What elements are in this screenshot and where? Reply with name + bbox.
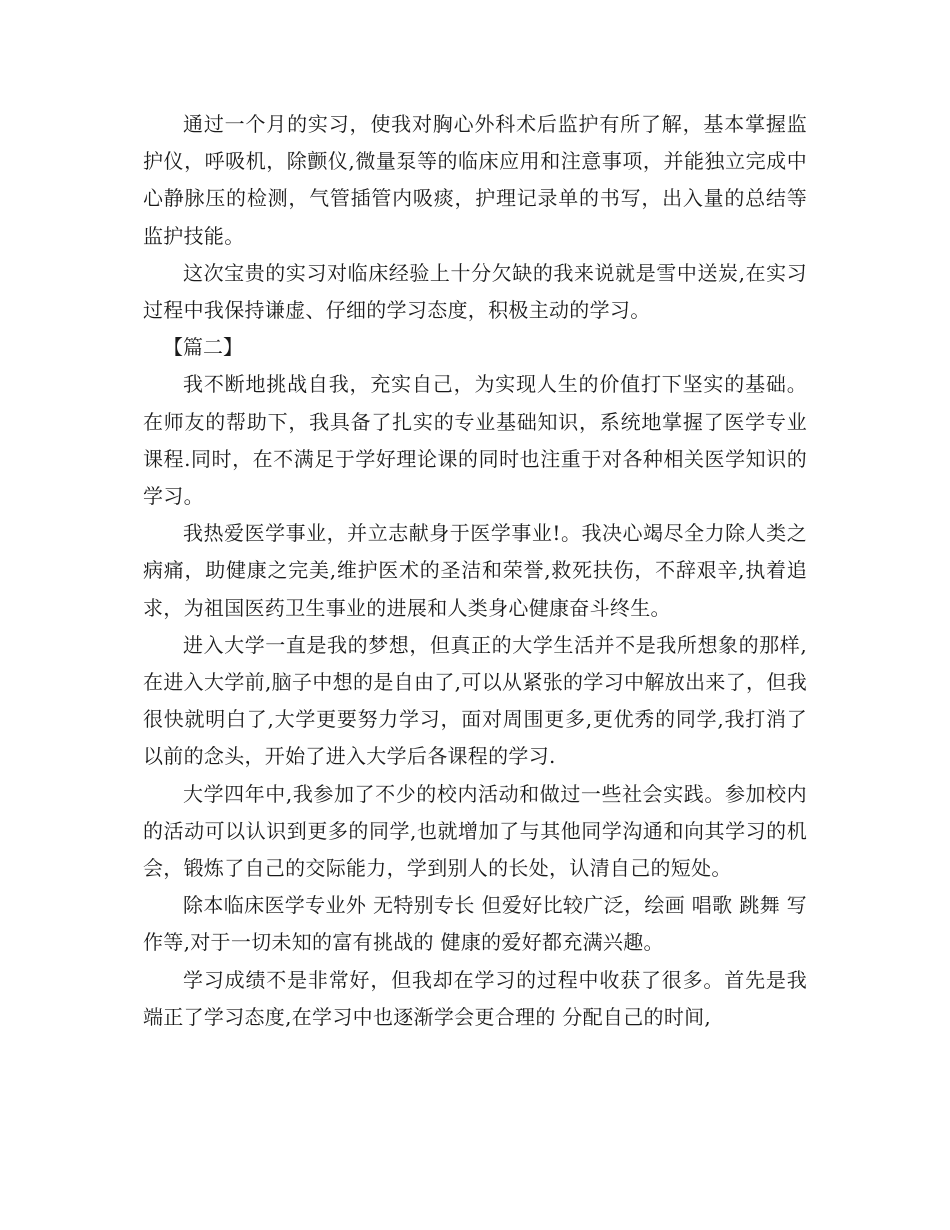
paragraph-medical-career: 我热爱医学事业，并立志献身于医学事业!。我决心竭尽全力除人类之病痛，助健康之完美,维护医术的圣洁和荣誉,救死扶伤，不辞艰辛,执着追求，为祖国医药卫生事业的进展和人类身心健康奋斗终生。	[143, 521, 807, 620]
paragraph-internship-attitude: 这次宝贵的实习对临床经验上十分欠缺的我来说就是雪中送炭,在实习过程中我保持谦虚、仔细的学习态度，积极主动的学习。	[143, 260, 807, 323]
paragraph-study-results: 学习成绩不是非常好，但我却在学习的过程中收获了很多。首先是我端正了学习态度,在学习中也逐渐学会更合理的 分配自己的时间,	[143, 967, 807, 1029]
document-page	[143, 106, 807, 1036]
paragraph-hobbies: 除本临床医学专业外 无特别专长 但爱好比较广泛，绘画 唱歌 跳舞 写作等,对于一切未知的富有挑战的 健康的爱好都充满兴趣。	[143, 893, 807, 955]
section-heading: 【篇二】	[163, 335, 243, 360]
paragraph-university-dream: 进入大学一直是我的梦想，但真正的大学生活并不是我所想象的那样,在进入大学前,脑子中想的是自由了,可以从紧张的学习中解放出来了，但我很快就明白了,大学更要努力学习，面对周围更多,更优秀的同学,我打消了以前的念头，开始了进入大学后各课程的学习.	[143, 632, 807, 769]
paragraph-internship-summary: 通过一个月的实习，使我对胸心外科术后监护有所了解，基本掌握监护仪，呼吸机，除颤仪,微量泵等的临床应用和注意事项，并能独立完成中心静脉压的检测，气管插管内吸痰，护理记录单的书写，出入量的总结等监护技能。	[143, 112, 807, 248]
paragraph-campus-activities: 大学四年中,我参加了不少的校内活动和做过一些社会实践。参加校内的活动可以认识到更多的同学,也就增加了与其他同学沟通和向其学习的机会，锻炼了自己的交际能力，学到别人的长处，认清自己的短处。	[143, 781, 807, 881]
paragraph-self-challenge: 我不断地挑战自我，充实自己，为实现人生的价值打下坚实的基础。在师友的帮助下，我具备了扎实的专业基础知识，系统地掌握了医学专业课程.同时，在不满足于学好理论课的同时也注重于对各种相关医学知识的学习。	[143, 372, 807, 509]
